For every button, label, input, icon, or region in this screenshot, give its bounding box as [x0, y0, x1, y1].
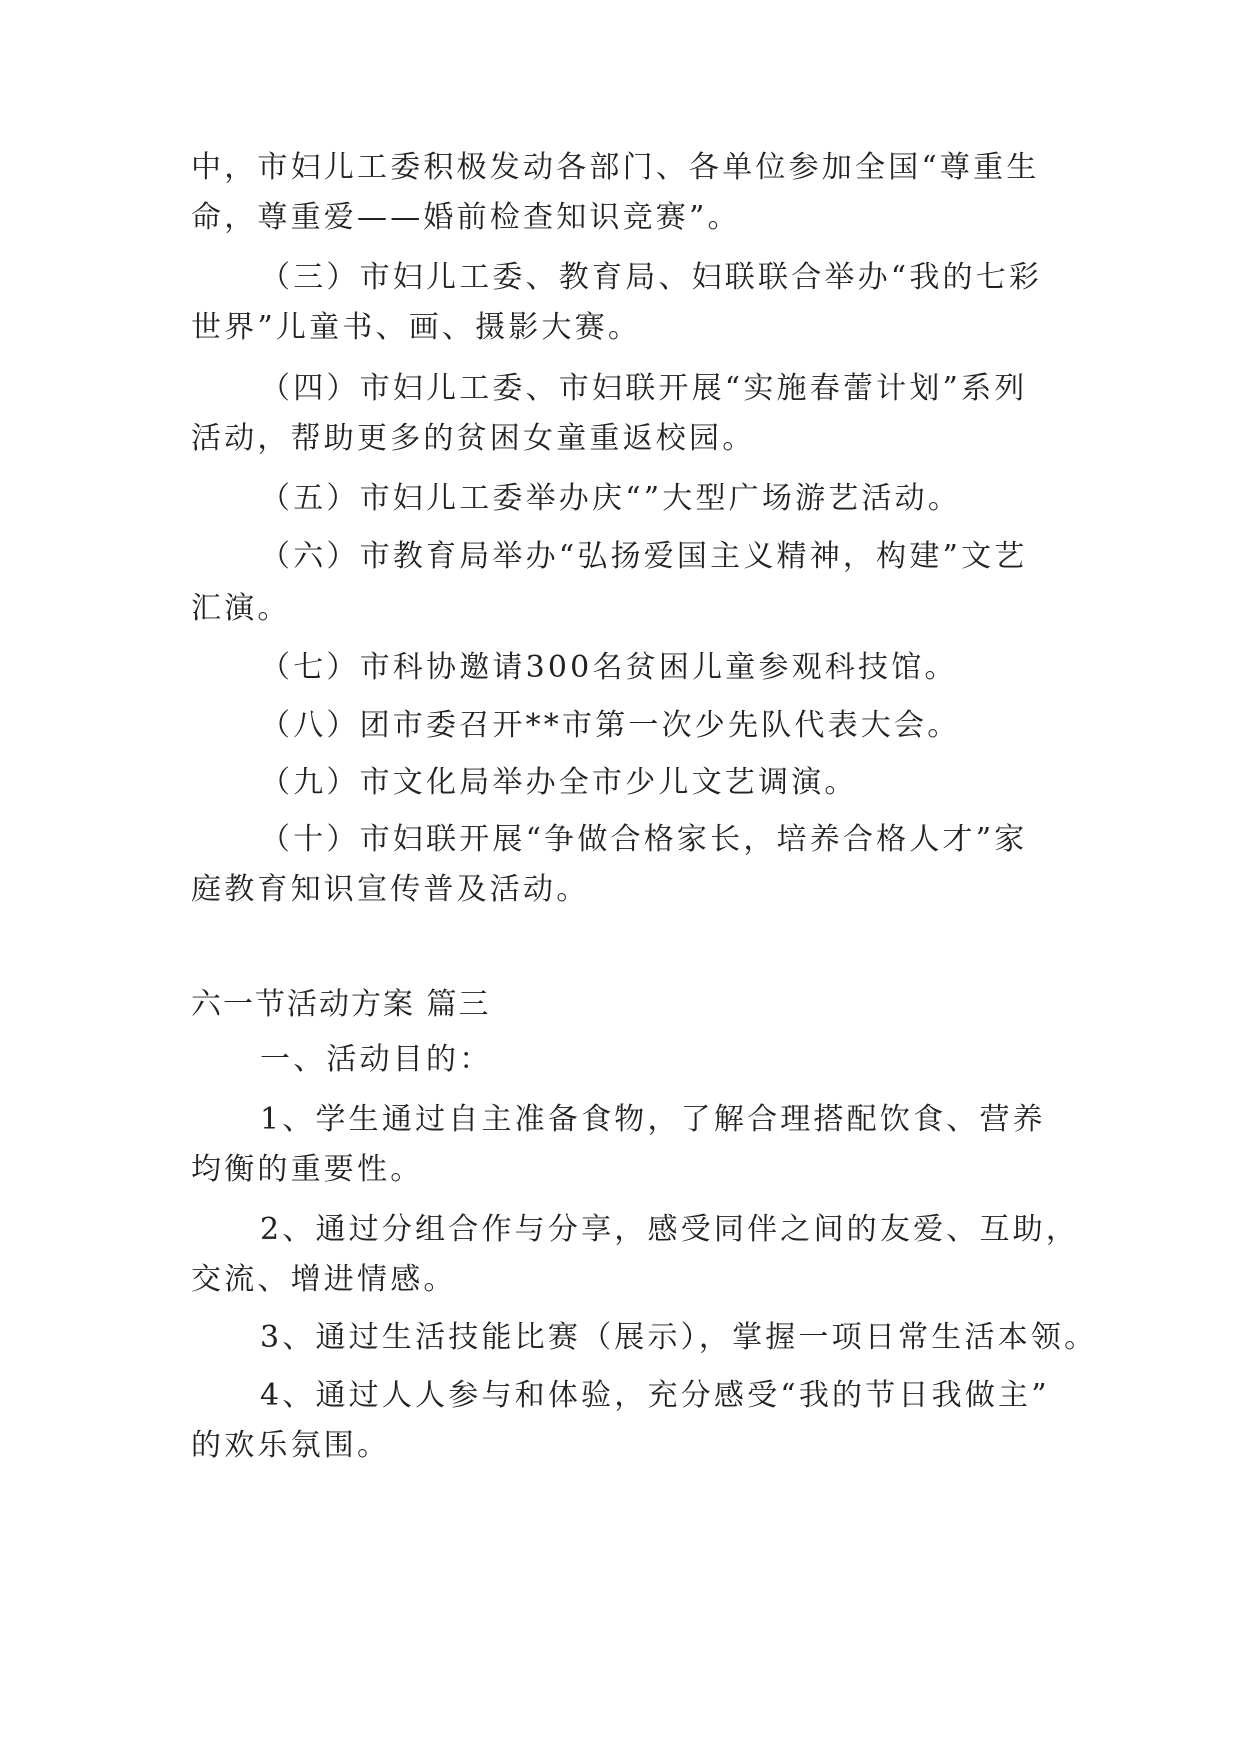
text-line: （七）市科协邀请300名贫困儿童参观科技馆。 [260, 650, 958, 685]
text-line: 世界”儿童书、画、摄影大赛。 [191, 310, 642, 345]
text-line: 4、通过人人参与和体验，充分感受“我的节日我做主” [260, 1378, 1050, 1413]
text-line: 均衡的重要性。 [191, 1152, 424, 1187]
text-line: （六）市教育局举办“弘扬爱国主义精神，构建”文艺 [260, 539, 1028, 574]
text-line: 1、学生通过自主准备食物，了解合理搭配饮食、营养 [260, 1102, 1046, 1137]
text-line: （三）市妇儿工委、教育局、妇联联合举办“我的七彩 [260, 260, 1043, 295]
text-line: （四）市妇儿工委、市妇联开展“实施春蕾计划”系列 [260, 371, 1028, 406]
text-line: 的欢乐氛围。 [191, 1428, 391, 1463]
text-line: 命，尊重爱——婚前检查知识竞赛”。 [191, 200, 741, 235]
text-line: 2、通过分组合作与分享，感受同伴之间的友爱、互助， [260, 1212, 1080, 1247]
text-line: （十）市妇联开展“争做合格家长，培养合格人才”家 [260, 822, 1028, 857]
text-line: 3、通过生活技能比赛（展示），掌握一项日常生活本领。 [260, 1320, 1098, 1355]
text-line: 中，市妇儿工委积极发动各部门、各单位参加全国“尊重生 [191, 150, 1040, 185]
text-line: 汇演。 [191, 591, 291, 626]
text-line: （九）市文化局举办全市少儿文艺调演。 [260, 765, 858, 800]
text-line: 交流、增进情感。 [191, 1262, 457, 1297]
text-line: 一、活动目的： [260, 1042, 493, 1077]
text-line: 庭教育知识宣传普及活动。 [191, 872, 590, 907]
text-line: （八）团市委召开**市第一次少先队代表大会。 [260, 708, 961, 743]
text-line: （五）市妇儿工委举办庆“”大型广场游艺活动。 [260, 481, 962, 516]
section-title: 六一节活动方案 篇三 [191, 987, 491, 1022]
text-line: 活动，帮助更多的贫困女童重返校园。 [191, 421, 756, 456]
